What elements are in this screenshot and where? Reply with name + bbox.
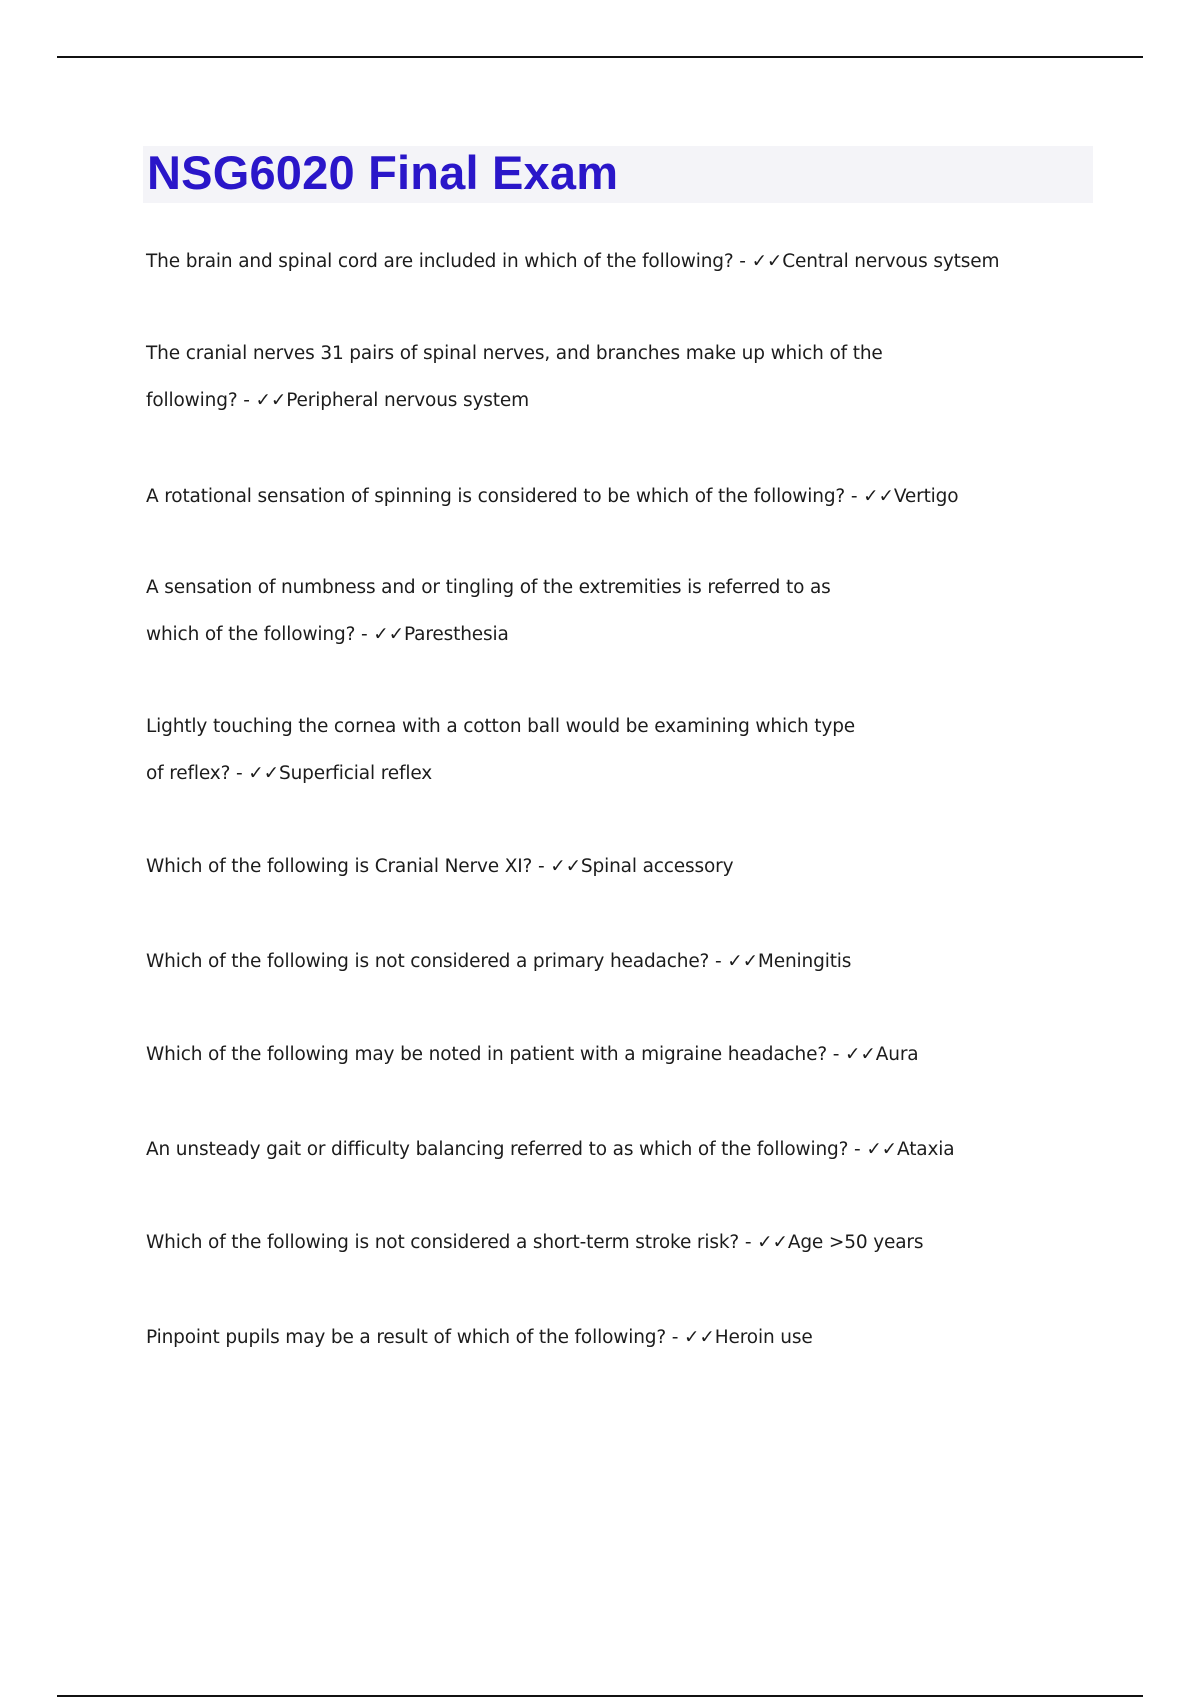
qa-item-2 [146,330,886,424]
answer-8: Aura [875,1044,919,1065]
question-1: The brain and spinal cord are included in which of the following? [146,251,734,272]
separator: - [355,624,374,645]
separator: - [709,951,728,972]
question-10: Which of the following is not considered a short-term stroke risk? [146,1232,740,1253]
qa-item-9 [146,1126,1006,1173]
question-4: A sensation of numbness and or tingling of the extremities is referred to as which of the following? [146,577,831,645]
double-check-icon: ✓✓ [373,624,404,645]
bottom-rule [57,1695,1143,1697]
separator: - [532,856,551,877]
double-check-icon: ✓✓ [866,1139,898,1160]
answer-6: Spinal accessory [580,856,734,877]
question-7: Which of the following is not considered a primary headache? [146,951,710,972]
qa-item-10 [146,1219,1006,1266]
separator: - [848,1139,867,1160]
answer-9: Ataxia [897,1139,955,1160]
answer-11: Heroin use [714,1327,813,1348]
double-check-icon: ✓✓ [255,390,287,411]
separator: - [733,251,752,272]
separator: - [237,390,256,411]
qa-item-8 [146,1031,1006,1078]
top-rule [57,56,1143,58]
qa-item-7 [146,938,1006,985]
separator: - [230,763,249,784]
question-11: Pinpoint pupils may be a result of which of the following? [146,1327,667,1348]
separator: - [739,1232,758,1253]
document-title: NSG6020 Final Exam [147,146,619,199]
answer-5: Superficial reflex [278,763,433,784]
qa-item-1 [146,238,1006,285]
double-check-icon: ✓✓ [550,856,581,877]
qa-item-4 [146,564,846,658]
double-check-icon: ✓✓ [751,251,783,272]
separator: - [845,486,864,507]
answer-7: Meningitis [757,951,852,972]
double-check-icon: ✓✓ [684,1327,715,1348]
answer-4: Paresthesia [403,624,509,645]
separator: - [666,1327,685,1348]
double-check-icon: ✓✓ [845,1044,876,1065]
question-6: Which of the following is Cranial Nerve XI? [146,856,533,877]
qa-item-6 [146,843,1006,890]
double-check-icon: ✓✓ [757,1232,788,1253]
separator: - [827,1044,846,1065]
double-check-icon: ✓✓ [248,763,279,784]
answer-3: Vertigo [893,486,959,507]
answer-2: Peripheral nervous system [286,390,529,411]
question-3: A rotational sensation of spinning is considered to be which of the following? [146,486,846,507]
question-5: Lightly touching the cornea with a cotton ball would be examining which type of reflex? [146,716,856,784]
qa-item-3 [146,473,1006,520]
answer-1: Central nervous sytsem [782,251,1000,272]
qa-item-5 [146,703,866,797]
double-check-icon: ✓✓ [863,486,894,507]
double-check-icon: ✓✓ [727,951,758,972]
question-8: Which of the following may be noted in patient with a migraine headache? [146,1044,828,1065]
question-2: The cranial nerves 31 pairs of spinal nerves, and branches make up which of the following? [146,343,883,411]
qa-item-11 [146,1314,1006,1361]
answer-10: Age >50 years [787,1232,924,1253]
question-9: An unsteady gait or difficulty balancing referred to as which of the following? [146,1139,849,1160]
